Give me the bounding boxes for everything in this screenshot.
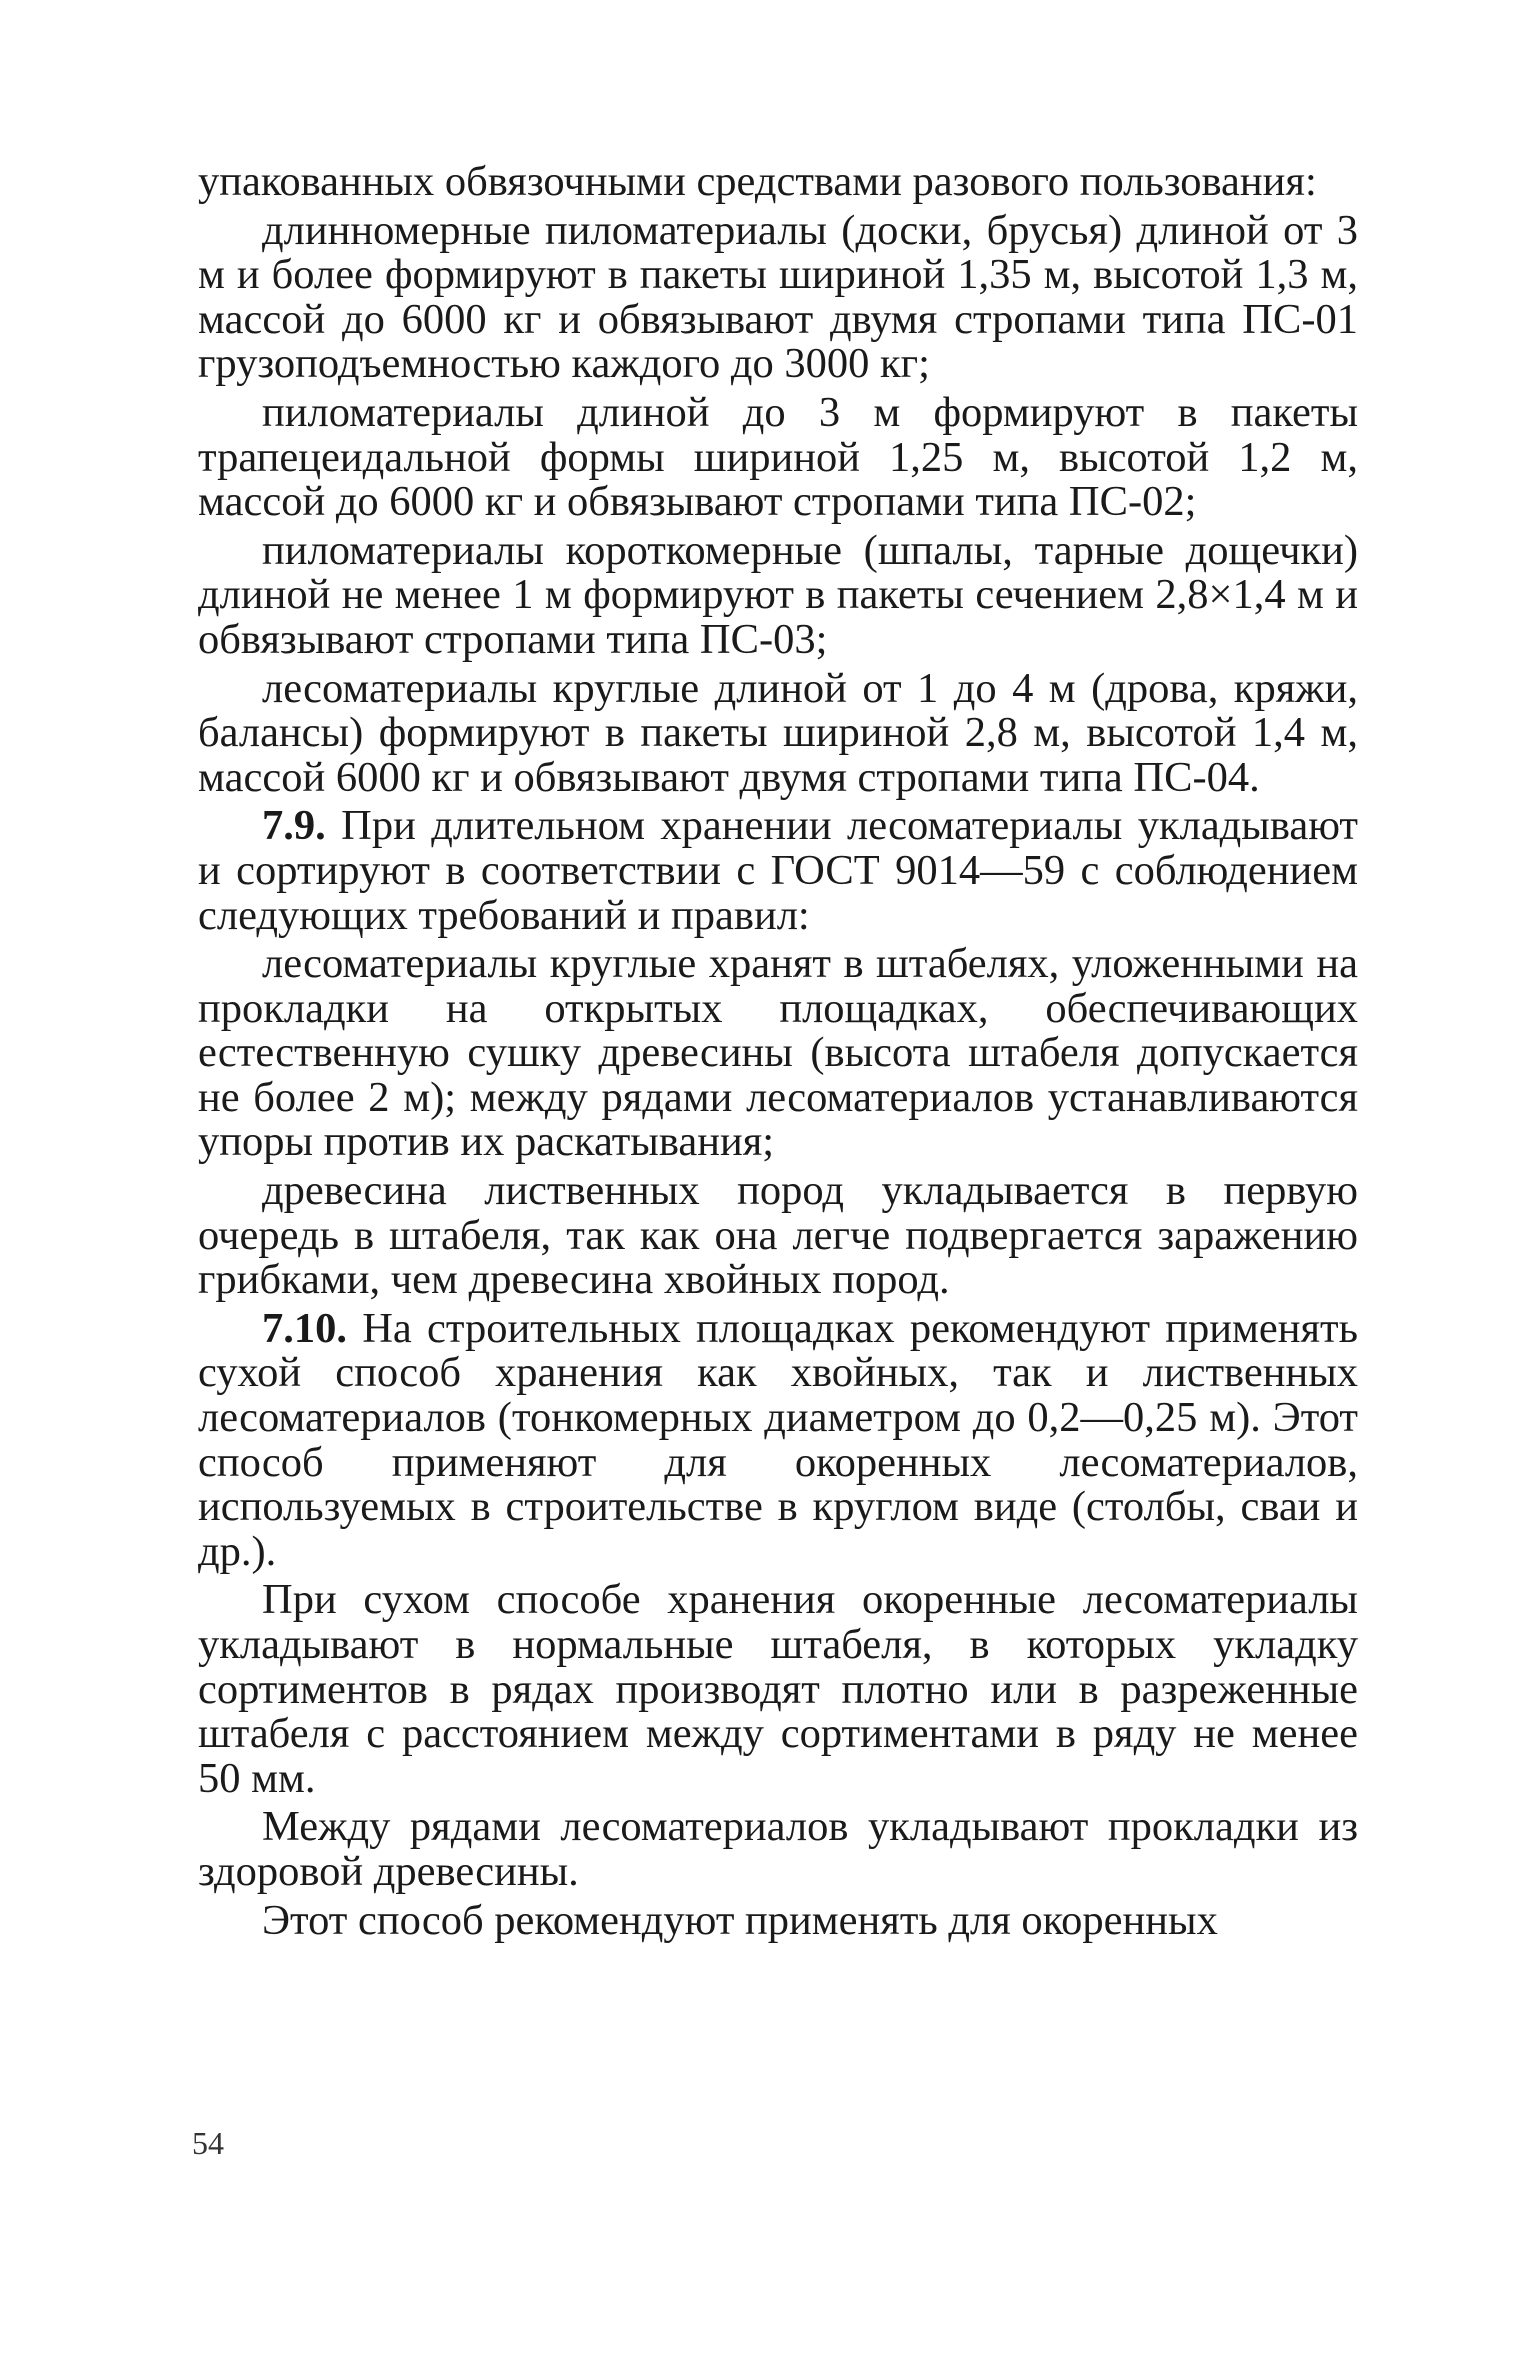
paragraph-short-lumber: пиломатериалы длиной до 3 м формируют в пакеты трапецеидальной формы шириной 1,25 м, высотой 1,2 м, массой до 6000 кг и обвязывают стропами типа ПС-02; (198, 388, 1358, 526)
paragraph-spacers: Между рядами лесоматериалов укладывают прокладки из здоровой древесины. (198, 1803, 1358, 1895)
paragraph-final: Этот способ рекомендуют применять для окоренных (262, 1896, 1218, 1944)
paragraph-round-timber: лесоматериалы круглые длиной от 1 до 4 м (дрова, кряжи, балансы) формируют в пакеты шириной 2,8 м, высотой 1,4 м, массой 6000 кг и обвязывают двумя стропами типа ПС-04. (198, 664, 1358, 801)
paragraph-long-lumber: длинномерные пиломатериалы (доски, брусья) длиной от 3 м и более формируют в пакеты шириной 1,35 м, высотой 1,3 м, массой до 6000 кг и обвязывают двумя стропами типа ПС-01 грузоподъемностью каждого до 3000 кг; (198, 206, 1358, 388)
paragraph-round-timber-storage: лесоматериалы круглые хранят в штабелях, уложенными на прокладки на открытых площадках, обеспечивающих естественную сушку древесины (высота штабеля допускается не более 2 м); между рядами лесоматериалов устанавливаются упоры против их раскатывания; (198, 940, 1358, 1166)
paragraph-short-length-lumber: пиломатериалы короткомерные (шпалы, тарные дощечки) длиной не менее 1 м формируют в пакеты сечением 2,8×1,4 м и обвязывают стропами типа ПС-03; (198, 526, 1358, 663)
section-number: 7.9. (262, 802, 326, 850)
paragraph-hardwood: древесина лиственных пород укладывается в первую очередь в штабеля, так как она легче подвергается заражению грибками, чем древесина хвойных пород. (198, 1167, 1358, 1304)
section-7-9 (198, 804, 1358, 938)
paragraph-continuation: упакованных обвязочными средствами разового пользования: (198, 158, 1317, 205)
section-text: При длительном хранении лесоматериалы укладывают и сортируют в соответствии с ГОСТ 9014—59 с соблюдением следующих требований и правил: (198, 802, 1358, 939)
page-number: 54 (192, 2125, 224, 2161)
paragraph-dry-storage: При сухом способе хранения окоренные лесоматериалы укладывают в нормальные штабеля, в которых укладку сортиментов в рядах производят плотно или в разреженные штабеля с расстоянием между сортиментами в ряду не менее 50 мм. (198, 1576, 1358, 1802)
section-7-10 (198, 1304, 1358, 1575)
section-number: 7.10. (262, 1304, 347, 1352)
section-text: На строительных площадках рекомендуют применять сухой способ хранения как хвойных, так и лиственных лесоматериалов (тонкомерных диаметром до 0,2—0,25 м). Этот способ применяют для окоренных лесоматериалов, используемых в строительстве в круглом виде (столбы, сваи и др.). (198, 1304, 1358, 1575)
page-body (198, 160, 1358, 1943)
